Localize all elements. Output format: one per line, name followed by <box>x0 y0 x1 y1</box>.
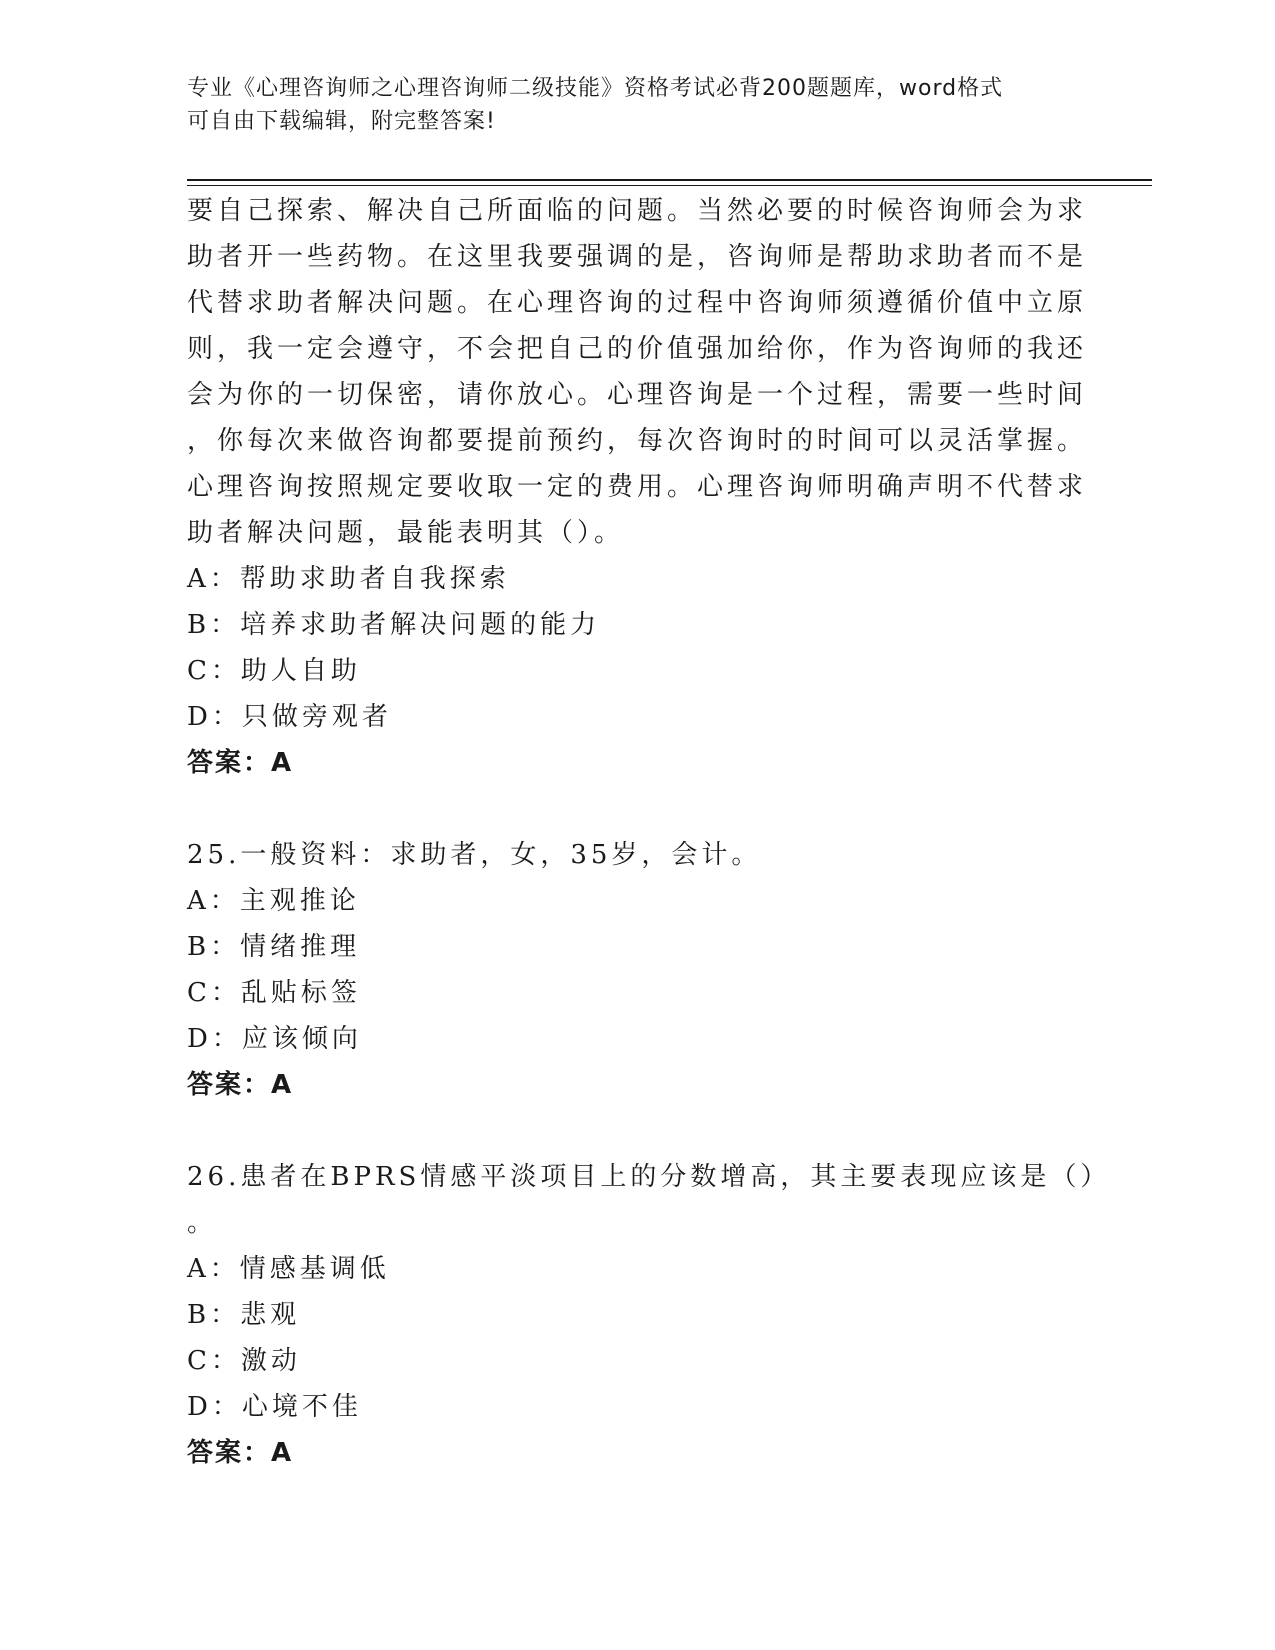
document-body <box>187 188 1111 1476</box>
question-title: 26.患者在BPRS情感平淡项目上的分数增高，其主要表现应该是（） <box>187 1162 1111 1192</box>
option-b: B：情绪推理 <box>187 932 361 962</box>
spacer <box>187 786 1087 832</box>
option-a: A：情感基调低 <box>187 1254 390 1284</box>
answer-label: 答案：A <box>187 1438 294 1468</box>
question-title-continuation: 。 <box>187 1208 218 1238</box>
option-b: B：培养求助者解决问题的能力 <box>187 610 601 640</box>
header-divider-thin <box>187 185 1152 186</box>
answer-label: 答案：A <box>187 1070 294 1100</box>
passage-line: 会为你的一切保密，请你放心。心理咨询是一个过程，需要一些时间 <box>187 380 1088 410</box>
document-header <box>187 72 1067 138</box>
option-d: D：心境不佳 <box>187 1392 362 1422</box>
passage-line: 要自己探索、解决自己所面临的问题。当然必要的时候咨询师会为求 <box>187 196 1088 226</box>
answer-label: 答案：A <box>187 748 294 778</box>
header-title-line-2: 可自由下载编辑，附完整答案! <box>187 109 496 134</box>
option-c: C：助人自助 <box>187 656 361 686</box>
question-24-passage <box>187 188 1087 786</box>
question-title: 25.一般资料：求助者，女，35岁，会计。 <box>187 840 762 870</box>
header-divider-thick <box>187 179 1152 181</box>
header-title-line-1: 专业《心理咨询师之心理咨询师二级技能》资格考试必背200题题库，word格式 <box>187 76 1004 101</box>
passage-line: ，你每次来做咨询都要提前预约，每次咨询时的时间可以灵活掌握。 <box>187 426 1088 456</box>
question-25 <box>187 832 1087 1108</box>
option-a: A：主观推论 <box>187 886 360 916</box>
passage-line: 心理咨询按照规定要收取一定的费用。心理咨询师明确声明不代替求 <box>187 472 1088 502</box>
option-d: D：应该倾向 <box>187 1024 362 1054</box>
option-d: D：只做旁观者 <box>187 702 392 732</box>
passage-line: 助者开一些药物。在这里我要强调的是，咨询师是帮助求助者而不是 <box>187 242 1088 272</box>
passage-line: 代替求助者解决问题。在心理咨询的过程中咨询师须遵循价值中立原 <box>187 288 1088 318</box>
passage-line: 则，我一定会遵守，不会把自己的价值强加给你，作为咨询师的我还 <box>187 334 1088 364</box>
option-c: C：激动 <box>187 1346 301 1376</box>
option-c: C：乱贴标签 <box>187 978 361 1008</box>
passage-line: 助者解决问题，最能表明其（）。 <box>187 518 625 548</box>
spacer <box>187 1108 1087 1154</box>
option-a: A：帮助求助者自我探索 <box>187 564 510 594</box>
option-b: B：悲观 <box>187 1300 301 1330</box>
question-26 <box>187 1154 1111 1476</box>
